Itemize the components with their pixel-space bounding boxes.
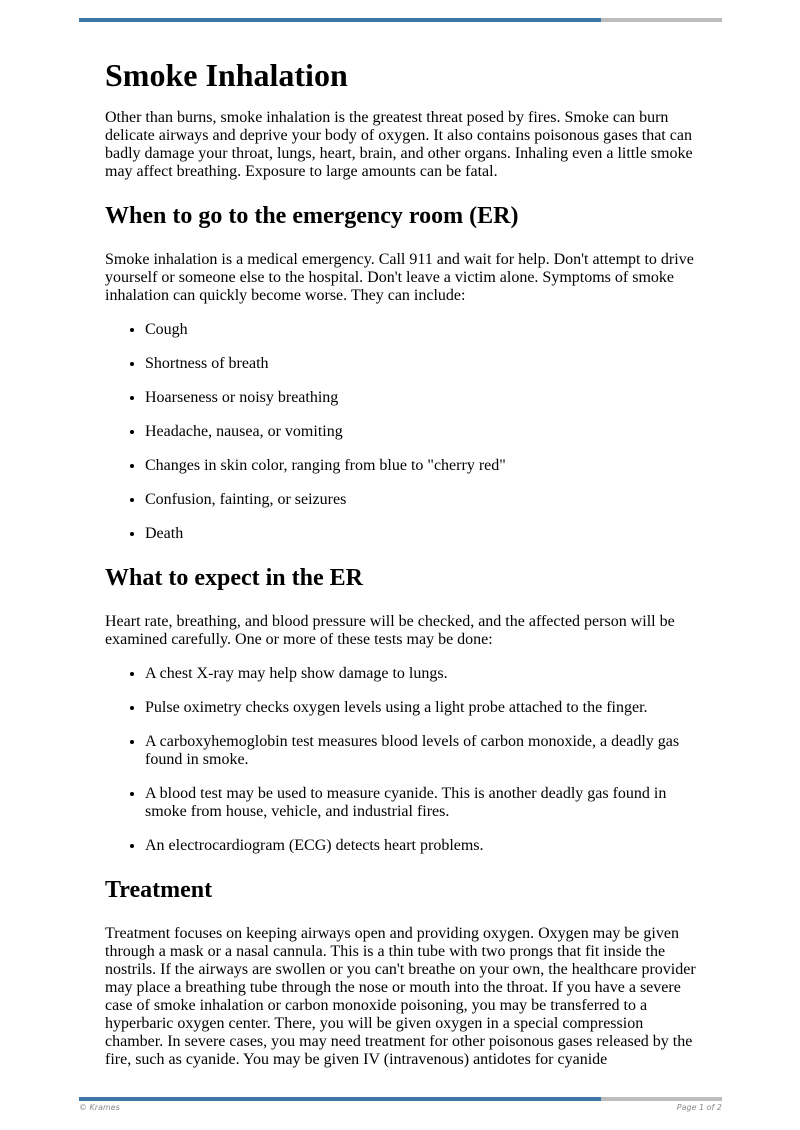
list-item: • Death xyxy=(145,525,705,543)
list-item: • Changes in skin color, ranging from blue to "cherry red" xyxy=(145,457,705,475)
list-item: • Cough xyxy=(145,321,705,339)
section-paragraph-er: Smoke inhalation is a medical emergency. Call 911 and wait for help. Don't attempt to drive yourself or someone else to the hospital. Don't leave a victim alone. Symptoms of smoke inhalation can quickly become worse. They can include: xyxy=(105,251,694,304)
symptoms-list xyxy=(105,321,705,543)
list-item: • A blood test may be used to measure cyanide. This is another deadly gas found in smoke from house, vehicle, and industrial fires. xyxy=(145,785,705,821)
list-item: • Shortness of breath xyxy=(145,355,705,373)
footer-rule xyxy=(79,1097,722,1101)
header-rule-gray xyxy=(601,18,722,22)
header-rule xyxy=(79,18,722,22)
list-item: • An electrocardiogram (ECG) detects heart problems. xyxy=(145,837,705,855)
list-item: • Pulse oximetry checks oxygen levels using a light probe attached to the finger. xyxy=(145,699,705,717)
list-item: • A chest X-ray may help show damage to lungs. xyxy=(145,665,705,683)
list-item: • Hoarseness or noisy breathing xyxy=(145,389,705,407)
tests-list xyxy=(105,665,705,855)
footer-rule-blue xyxy=(79,1097,601,1101)
footer-page-number: Page 1 of 2 xyxy=(676,1103,722,1112)
page-title: Smoke Inhalation xyxy=(105,57,348,93)
header-rule-blue xyxy=(79,18,601,22)
section-heading-treatment: Treatment xyxy=(105,877,213,903)
footer-rule-gray xyxy=(601,1097,722,1101)
section-heading-er: When to go to the emergency room (ER) xyxy=(105,203,519,229)
section-heading-expect: What to expect in the ER xyxy=(105,565,363,591)
section-paragraph-treatment: Treatment focuses on keeping airways open and providing oxygen. Oxygen may be given through a mask or a nasal cannula. This is a thin tube with two prongs that fit inside the nostrils. If the airways are swollen or you can't breathe on your own, the healthcare provider may place a breathing tube through the nose or mouth into the throat. If you have a severe case of smoke inhalation or carbon monoxide poisoning, you may be transferred to a hyperbaric oxygen center. There, you will be given oxygen in a special compression chamber. In severe cases, you may need treatment for other poisonous gases released by the fire, such as cyanide. You may be given IV (intravenous) antidotes for cyanide xyxy=(105,925,696,1068)
list-item: • Confusion, fainting, or seizures xyxy=(145,491,705,509)
document-body xyxy=(105,55,705,1069)
list-item: • A carboxyhemoglobin test measures blood levels of carbon monoxide, a deadly gas found in smoke. xyxy=(145,733,705,769)
footer-copyright: © Krames xyxy=(79,1103,120,1112)
intro-paragraph: Other than burns, smoke inhalation is the greatest threat posed by fires. Smoke can burn delicate airways and deprive your body of oxygen. It also contains poisonous gases that can badly damage your throat, lungs, heart, brain, and other organs. Inhaling even a little smoke may affect breathing. Exposure to large amounts can be fatal. xyxy=(105,109,693,180)
list-item: • Headache, nausea, or vomiting xyxy=(145,423,705,441)
section-paragraph-expect: Heart rate, breathing, and blood pressure will be checked, and the affected person will be examined carefully. One or more of these tests may be done: xyxy=(105,613,675,648)
